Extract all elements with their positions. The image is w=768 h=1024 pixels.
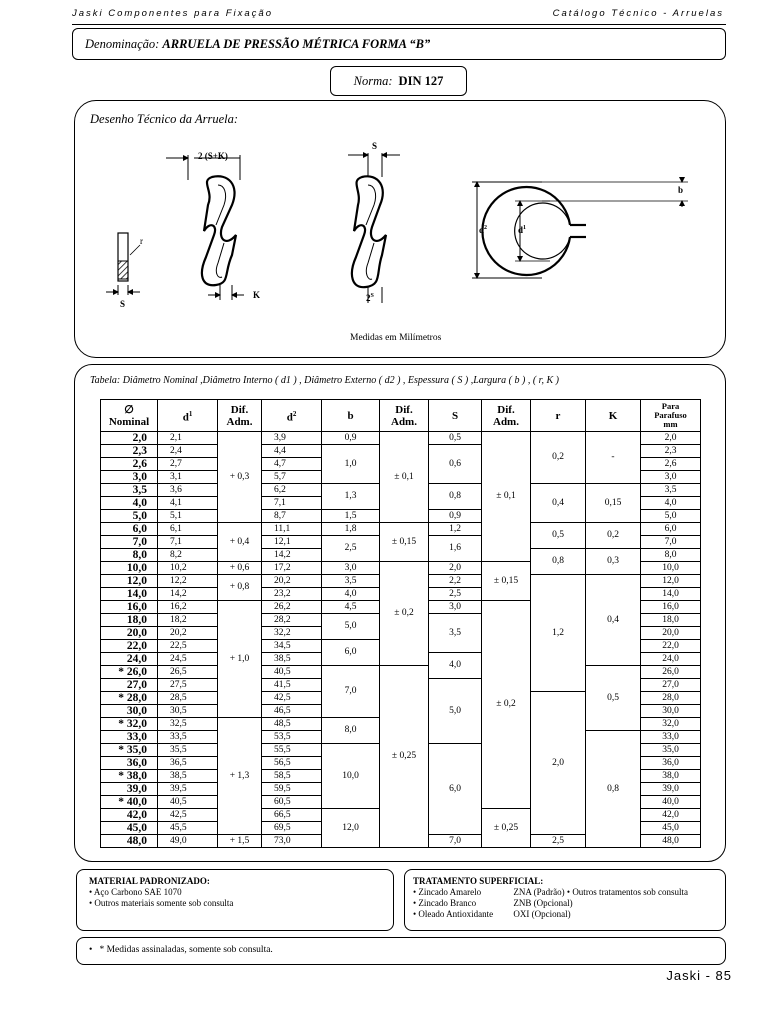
cell-nominal: 33,0 [101,731,158,744]
cell-d2: 53,5 [262,731,322,744]
cell-d2: 4,7 [262,458,322,471]
cell-b: 0,9 [322,432,380,445]
cell-nominal: 4,0 [101,497,158,510]
cell-d1: 8,2 [158,549,218,562]
nota-bullet: • [89,945,93,955]
cell-s: 3,0 [429,601,482,614]
cell-nominal: 45,0 [101,822,158,835]
cell-s: 3,5 [429,614,482,653]
cell-dif1: + 0,3 [218,432,262,523]
tratamento-line: • Oleado Antioxidante OXI (Opcional) [413,909,571,919]
cell-parafuso: 20,0 [641,627,701,640]
cell-nominal: 8,0 [101,549,158,562]
cell-nominal: 22,0 [101,640,158,653]
cell-s: 7,0 [429,835,482,848]
cell-d2: 41,5 [262,679,322,692]
cell-parafuso: 30,0 [641,705,701,718]
cell-parafuso: 48,0 [641,835,701,848]
cell-s: 0,5 [429,432,482,445]
cell-r: 0,2 [531,432,586,484]
cell-d2: 59,5 [262,783,322,796]
cell-d1: 6,1 [158,523,218,536]
cell-dif1: + 1,0 [218,601,262,718]
washer-side-view-2 [348,153,400,303]
cell-d2: 55,5 [262,744,322,757]
cell-dif3: ± 0,15 [482,562,531,601]
cell-r: 0,8 [531,549,586,575]
cell-parafuso: 28,0 [641,692,701,705]
cell-s: 6,0 [429,744,482,835]
cell-d1: 20,2 [158,627,218,640]
cell-d1: 49,0 [158,835,218,848]
cell-s: 2,0 [429,562,482,575]
cell-d2: 42,5 [262,692,322,705]
cell-d2: 34,5 [262,640,322,653]
cell-b: 8,0 [322,718,380,744]
cell-dif1: + 1,3 [218,718,262,835]
col-d1: $d^1$ [158,400,218,432]
cell-s: 2,2 [429,575,482,588]
cell-d1: 26,5 [158,666,218,679]
cell-d1: 3,1 [158,471,218,484]
table-row [101,432,701,445]
cell-nominal: * 26,0 [101,666,158,679]
cell-k: 0,15 [586,484,641,523]
cell-d2: 8,7 [262,510,322,523]
cell-b: 12,0 [322,809,380,848]
cell-parafuso: 14,0 [641,588,701,601]
cell-nominal: 27,0 [101,679,158,692]
cell-parafuso: 10,0 [641,562,701,575]
cell-dif2: ± 0,15 [380,523,429,562]
cell-nominal: 16,0 [101,601,158,614]
cell-s: 4,0 [429,653,482,679]
cell-dif3: ± 0,1 [482,432,531,562]
section-view [106,233,140,295]
cell-parafuso: 32,0 [641,718,701,731]
cell-parafuso: 39,0 [641,783,701,796]
cell-d2: 28,2 [262,614,322,627]
cell-d1: 10,2 [158,562,218,575]
cell-nominal: * 28,0 [101,692,158,705]
cell-s: 0,8 [429,484,482,510]
cell-parafuso: 36,0 [641,757,701,770]
cell-dif3: ± 0,25 [482,809,531,848]
col-dif1: Dif. Adm. [218,400,262,432]
cell-b: 5,0 [322,614,380,640]
cell-s: 0,6 [429,445,482,484]
cell-d1: 38,5 [158,770,218,783]
col-d2: $d^2$ [262,400,322,432]
cell-d1: 32,5 [158,718,218,731]
cell-s: 0,9 [429,510,482,523]
cell-d1: 4,1 [158,497,218,510]
tratamento-title: TRATAMENTO SUPERFICIAL: [413,876,544,886]
cell-nominal: * 40,0 [101,796,158,809]
col-parafuso: Para Parafuso mm [641,400,701,432]
cell-nominal: 5,0 [101,510,158,523]
cell-d2: 3,9 [262,432,322,445]
cell-d2: 32,2 [262,627,322,640]
cell-parafuso: 27,0 [641,679,701,692]
cell-b: 4,5 [322,601,380,614]
cell-nominal: 3,0 [101,471,158,484]
page-footer: Jaski - 85 [666,968,732,983]
cell-d1: 24,5 [158,653,218,666]
cell-d1: 27,5 [158,679,218,692]
cell-dif2: ± 0,25 [380,666,429,848]
label-d2: $d^2$ [479,225,488,235]
cell-k: 0,5 [586,666,641,731]
washer-side-view-1 [166,155,244,300]
cell-d2: 17,2 [262,562,322,575]
cell-parafuso: 42,0 [641,809,701,822]
table-row [101,523,701,536]
cell-dif1: + 0,4 [218,523,262,562]
cell-parafuso: 2,3 [641,445,701,458]
cell-b: 3,5 [322,575,380,588]
cell-d1: 45,5 [158,822,218,835]
label-2sk: 2 (S+K) [198,151,228,161]
cell-nominal: 39,0 [101,783,158,796]
cell-d1: 33,5 [158,731,218,744]
norma-value: DIN 127 [398,74,444,88]
cell-d1: 7,1 [158,536,218,549]
cell-d2: 7,1 [262,497,322,510]
cell-parafuso: 5,0 [641,510,701,523]
header-rule [72,24,726,25]
cell-nominal: * 38,0 [101,770,158,783]
cell-d1: 30,5 [158,705,218,718]
cell-r: 0,4 [531,484,586,523]
cell-parafuso: 6,0 [641,523,701,536]
cell-d1: 22,5 [158,640,218,653]
cell-parafuso: 2,0 [641,432,701,445]
label-2s: $2^S$ [366,293,374,303]
label-s-top: S [372,141,378,151]
cell-dif1: + 1,5 [218,835,262,848]
material-title: MATERIAL PADRONIZADO: [89,876,210,886]
col-b: b [322,400,380,432]
cell-parafuso: 45,0 [641,822,701,835]
cell-d1: 14,2 [158,588,218,601]
cell-r: 1,2 [531,575,586,692]
cell-d1: 35,5 [158,744,218,757]
cell-parafuso: 18,0 [641,614,701,627]
cell-d1: 36,5 [158,757,218,770]
label-b: b [678,185,684,195]
cell-parafuso: 24,0 [641,653,701,666]
label-s-section: S [120,299,126,309]
spec-table [100,399,701,848]
cell-d2: 14,2 [262,549,322,562]
cell-parafuso: 8,0 [641,549,701,562]
cell-k: 0,3 [586,549,641,575]
cell-nominal: 36,0 [101,757,158,770]
col-k: K [586,400,641,432]
washer-front-view [472,177,688,278]
cell-d1: 42,5 [158,809,218,822]
cell-nominal: 2,3 [101,445,158,458]
material-box [76,869,394,931]
cell-nominal: 10,0 [101,562,158,575]
tratamento-line: • Zincado Amarelo ZNA (Padrão) • Outros tratamentos sob consulta [413,887,689,897]
cell-k: 0,4 [586,575,641,666]
tratamento-line: • Zincado Branco ZNB (Opcional) [413,898,573,908]
cell-b: 1,3 [322,484,380,510]
cell-b: 3,0 [322,562,380,575]
cell-k: 0,2 [586,523,641,549]
cell-d2: 56,5 [262,757,322,770]
col-nominal: ∅ Nominal [101,400,158,432]
col-dif3: Dif. Adm. [482,400,531,432]
cell-r: 0,5 [531,523,586,549]
spec-table-body [101,432,701,848]
cell-s: 2,5 [429,588,482,601]
denominacao-value: ARRUELA DE PRESSÃO MÉTRICA FORMA “B” [162,37,431,51]
cell-b: 2,5 [322,536,380,562]
denominacao-box [72,28,726,60]
cell-b: 7,0 [322,666,380,718]
cell-b: 6,0 [322,640,380,666]
col-s: S [429,400,482,432]
cell-d1: 2,1 [158,432,218,445]
cell-parafuso: 35,0 [641,744,701,757]
nota-box [76,937,726,965]
cell-d1: 16,2 [158,601,218,614]
cell-d2: 66,5 [262,809,322,822]
cell-d1: 18,2 [158,614,218,627]
cell-d2: 11,1 [262,523,322,536]
cell-d2: 40,5 [262,666,322,679]
cell-dif1: + 0,8 [218,575,262,601]
cell-nominal: * 35,0 [101,744,158,757]
label-k: K [253,290,261,300]
cell-parafuso: 7,0 [641,536,701,549]
cell-parafuso: 3,5 [641,484,701,497]
norma-box [330,66,467,96]
norma-label: Norma: [353,74,393,88]
cell-s: 1,6 [429,536,482,562]
cell-parafuso: 40,0 [641,796,701,809]
cell-d1: 2,7 [158,458,218,471]
washer-technical-drawing [100,135,700,315]
drawing-title: Desenho Técnico da Arruela: [90,112,239,126]
cell-d2: 6,2 [262,484,322,497]
cell-r: 2,0 [531,692,586,835]
cell-nominal: 18,0 [101,614,158,627]
cell-d1: 40,5 [158,796,218,809]
header-right: Catálogo Técnico - Arruelas [552,8,724,19]
cell-nominal: 42,0 [101,809,158,822]
cell-nominal: 6,0 [101,523,158,536]
cell-parafuso: 33,0 [641,731,701,744]
cell-dif3: ± 0,2 [482,601,531,809]
cell-d2: 46,5 [262,705,322,718]
cell-s: 5,0 [429,679,482,744]
cell-d2: 69,5 [262,822,322,835]
cell-dif1: + 0,6 [218,562,262,575]
cell-nominal: 30,0 [101,705,158,718]
material-item: • Outros materiais somente sob consulta [89,898,234,908]
cell-d1: 5,1 [158,510,218,523]
cell-b: 10,0 [322,744,380,809]
cell-parafuso: 16,0 [641,601,701,614]
cell-nominal: 7,0 [101,536,158,549]
cell-b: 1,8 [322,523,380,536]
col-dif2: Dif. Adm. [380,400,429,432]
cell-parafuso: 26,0 [641,666,701,679]
cell-d2: 12,1 [262,536,322,549]
cell-parafuso: 3,0 [641,471,701,484]
cell-d1: 28,5 [158,692,218,705]
label-r: r [140,236,143,246]
cell-d2: 73,0 [262,835,322,848]
cell-d1: 2,4 [158,445,218,458]
cell-parafuso: 4,0 [641,497,701,510]
cell-s: 1,2 [429,523,482,536]
cell-b: 1,5 [322,510,380,523]
cell-d1: 12,2 [158,575,218,588]
header-left: Jaski Componentes para Fixação [72,8,273,19]
cell-d2: 60,5 [262,796,322,809]
cell-parafuso: 22,0 [641,640,701,653]
cell-nominal: 3,5 [101,484,158,497]
cell-parafuso: 38,0 [641,770,701,783]
cell-d2: 58,5 [262,770,322,783]
cell-k: - [586,432,641,484]
cell-d2: 4,4 [262,445,322,458]
cell-d2: 48,5 [262,718,322,731]
table-row [101,666,701,679]
cell-parafuso: 12,0 [641,575,701,588]
label-d1: $d^1$ [518,225,527,235]
cell-k: 0,8 [586,731,641,848]
cell-nominal: 2,0 [101,432,158,445]
cell-d2: 26,2 [262,601,322,614]
cell-d2: 5,7 [262,471,322,484]
col-r: r [531,400,586,432]
cell-nominal: * 32,0 [101,718,158,731]
cell-d2: 23,2 [262,588,322,601]
cell-nominal: 48,0 [101,835,158,848]
cell-d1: 39,5 [158,783,218,796]
cell-d1: 3,6 [158,484,218,497]
cell-parafuso: 2,6 [641,458,701,471]
cell-nominal: 2,6 [101,458,158,471]
cell-nominal: 12,0 [101,575,158,588]
cell-nominal: 14,0 [101,588,158,601]
cell-d2: 38,5 [262,653,322,666]
cell-dif2: ± 0,1 [380,432,429,523]
cell-dif2: ± 0,2 [380,562,429,666]
nota-text: * Medidas assinaladas, somente sob consulta. [99,945,273,955]
material-item: • Aço Carbono SAE 1070 [89,887,182,897]
cell-r: 2,5 [531,835,586,848]
cell-b: 4,0 [322,588,380,601]
medidas-note: Medidas em Milímetros [350,333,442,343]
cell-nominal: 20,0 [101,627,158,640]
cell-b: 1,0 [322,445,380,484]
cell-d2: 20,2 [262,575,322,588]
denominacao-label: Denominação: [85,37,160,51]
tratamento-box [404,869,726,931]
cell-nominal: 24,0 [101,653,158,666]
table-caption: Tabela: Diâmetro Nominal ,Diâmetro Interno ( d1 ) , Diâmetro Externo ( d2 ) , Espessura ( S ) ,Largura ( b ) , ( r, K ) [90,375,559,386]
